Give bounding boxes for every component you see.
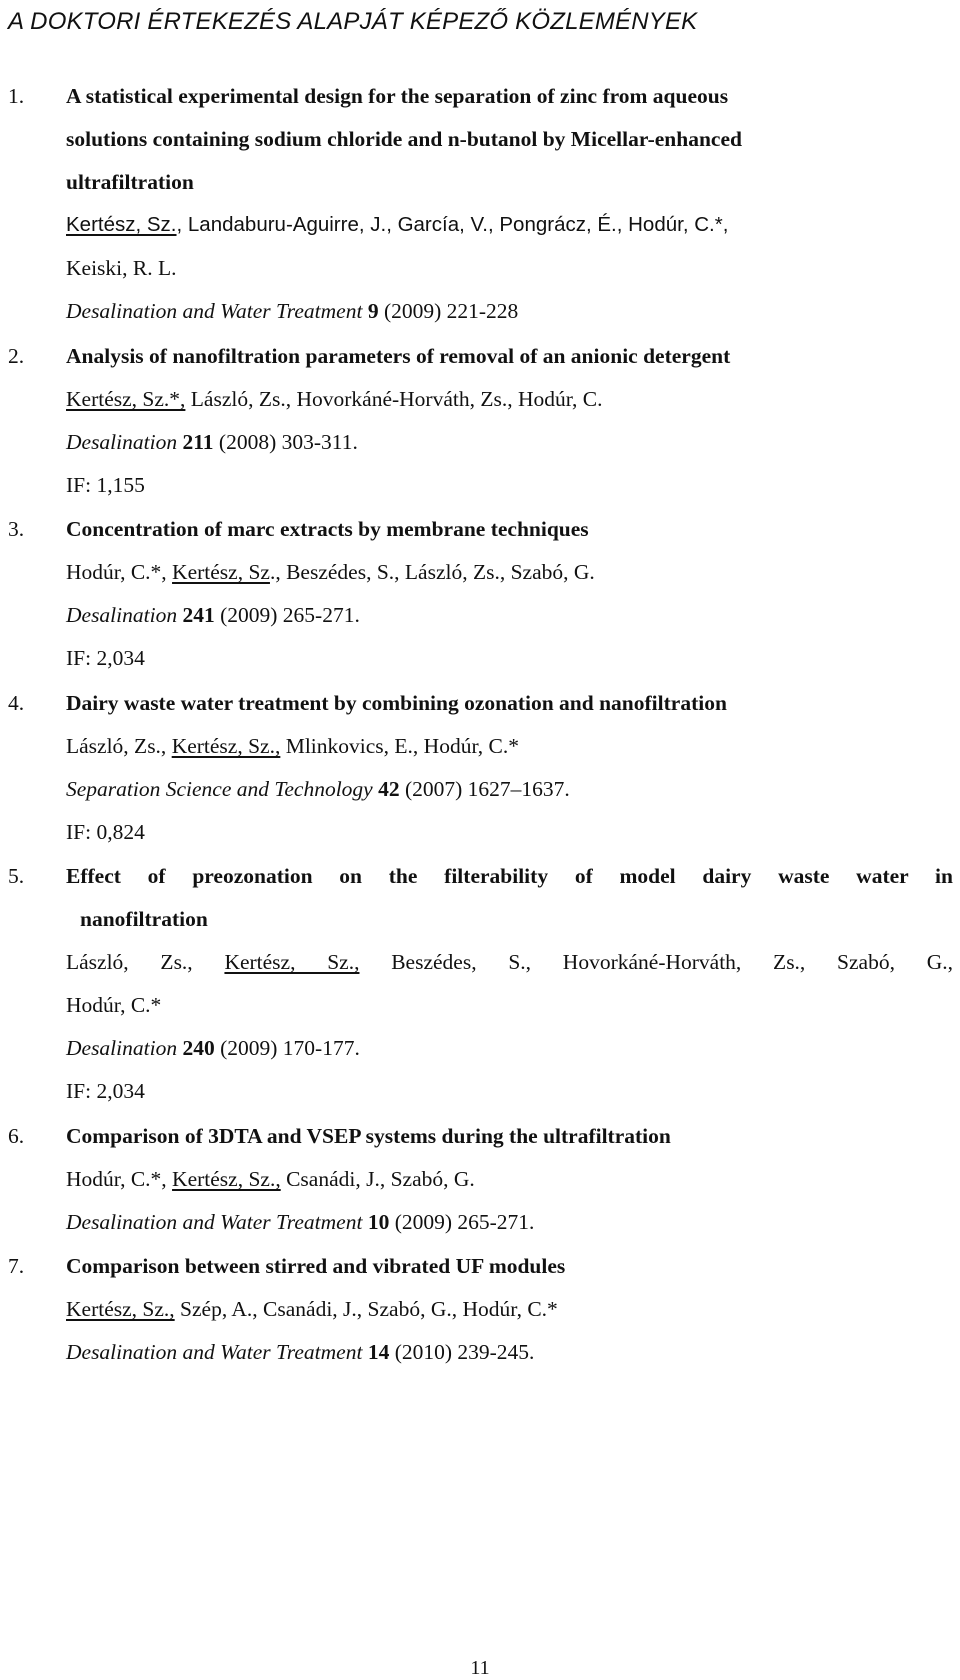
authors-rest: Beszédes, S., Hovorkáné-Horváth, Zs., Szabó, G.,: [359, 950, 953, 974]
publication-authors: Hodúr, C.*: [66, 993, 162, 1017]
publication-title: Analysis of nanofiltration parameters of removal of an anionic detergent: [66, 344, 731, 368]
journal-name: Desalination: [66, 603, 178, 627]
publication-citation: [66, 295, 518, 327]
publication-title: Dairy waste water treatment by combining ozonation and nanofiltration: [66, 691, 727, 715]
journal-name: Separation Science and Technology: [66, 777, 373, 801]
publication-title: A statistical experimental design for the separation of zinc from aqueous: [66, 84, 729, 108]
publication-authors: [66, 730, 519, 762]
journal-name: Desalination: [66, 1036, 178, 1060]
year-pages: (2009) 221-228: [378, 299, 519, 323]
authors-rest: Mlinkovics, E., Hodúr, C.*: [280, 734, 519, 758]
publication-citation: [66, 1032, 360, 1064]
volume: 42: [378, 777, 400, 801]
publication-title: Comparison of 3DTA and VSEP systems during the ultrafiltration: [66, 1124, 671, 1148]
volume: 241: [182, 603, 215, 627]
authors-pre: Hodúr, C.*,: [66, 560, 173, 584]
publication-title: Concentration of marc extracts by membrane techniques: [66, 517, 589, 541]
publication-authors: [66, 556, 595, 588]
page-number: 11: [470, 1657, 490, 1679]
volume: 240: [182, 1036, 215, 1060]
highlighted-author: Kertész, Sz.,: [171, 734, 281, 758]
publication-citation: [66, 1206, 534, 1238]
authors-rest: László, Zs., Hovorkáné-Horváth, Zs., Hodúr, C.: [185, 387, 603, 411]
journal-name: Desalination and Water Treatment: [66, 1340, 363, 1364]
publication-authors: [66, 209, 728, 241]
publication-title: solutions containing sodium chloride and n-butanol by Micellar-enhanced: [66, 127, 742, 151]
publication-citation: [66, 426, 358, 458]
publication-number: 7.: [8, 1254, 25, 1278]
publication-authors: [66, 1163, 475, 1195]
authors-rest: ., Beszédes, S., László, Zs., Szabó, G.: [269, 560, 595, 584]
year-pages: (2009) 265-271.: [214, 603, 360, 627]
publication-number: 3.: [8, 517, 25, 541]
impact-factor: IF: 2,034: [66, 1079, 145, 1103]
volume: 10: [367, 1210, 390, 1234]
publication-authors: [66, 1293, 558, 1325]
publication-citation: [66, 599, 360, 631]
publication-number: 2.: [8, 344, 25, 368]
authors-rest: , Landaburu-Aguirre, J., García, V., Pongrácz, É., Hodúr, C.*,: [176, 213, 729, 236]
authors-pre: László, Zs.,: [66, 950, 225, 974]
publication-title: Effect of preozonation on the filterability of model dairy waste water in: [66, 864, 953, 888]
highlighted-author: Kertész, Sz.*,: [66, 387, 186, 411]
publication-authors: [66, 383, 603, 415]
year-pages: (2009) 170-177.: [214, 1036, 360, 1060]
highlighted-author: Kertész, Sz.,: [224, 950, 360, 974]
journal-name: Desalination: [66, 430, 178, 454]
publication-title: Comparison between stirred and vibrated UF modules: [66, 1254, 566, 1278]
year-pages: (2010) 239-245.: [389, 1340, 535, 1364]
publication-citation: [66, 773, 570, 805]
publication-authors: [66, 946, 953, 978]
volume: 14: [367, 1340, 390, 1364]
publication-title: nanofiltration: [80, 907, 208, 931]
impact-factor: IF: 1,155: [66, 473, 145, 497]
volume: 9: [367, 299, 379, 323]
impact-factor: IF: 0,824: [66, 820, 145, 844]
year-pages: (2009) 265-271.: [389, 1210, 535, 1234]
authors-rest: Szép, A., Csanádi, J., Szabó, G., Hodúr, C.*: [174, 1297, 558, 1321]
publication-authors: Keiski, R. L.: [66, 256, 177, 280]
authors-pre: Hodúr, C.*,: [66, 1167, 173, 1191]
highlighted-author: Kertész, Sz.,: [172, 1167, 281, 1191]
journal-name: Desalination and Water Treatment: [66, 1210, 363, 1234]
publication-number: 6.: [8, 1124, 25, 1148]
publication-number: 5.: [8, 864, 25, 888]
journal-name: Desalination and Water Treatment: [66, 299, 363, 323]
highlighted-author: Kertész, Sz: [172, 560, 270, 584]
publication-number: 1.: [8, 84, 25, 108]
page-heading: A DOKTORI ÉRTEKEZÉS ALAPJÁT KÉPEZŐ KÖZLEMÉNYEK: [8, 8, 698, 35]
publication-citation: [66, 1336, 534, 1368]
year-pages: (2008) 303-311.: [213, 430, 358, 454]
highlighted-author: Kertész, Sz.: [66, 213, 177, 236]
year-pages: (2007) 1627–1637.: [399, 777, 570, 801]
publication-title: ultrafiltration: [66, 170, 194, 194]
volume: 211: [182, 430, 214, 454]
authors-rest: Csanádi, J., Szabó, G.: [280, 1167, 475, 1191]
highlighted-author: Kertész, Sz.,: [66, 1297, 175, 1321]
impact-factor: IF: 2,034: [66, 646, 145, 670]
authors-pre: László, Zs.,: [66, 734, 172, 758]
publication-number: 4.: [8, 691, 25, 715]
